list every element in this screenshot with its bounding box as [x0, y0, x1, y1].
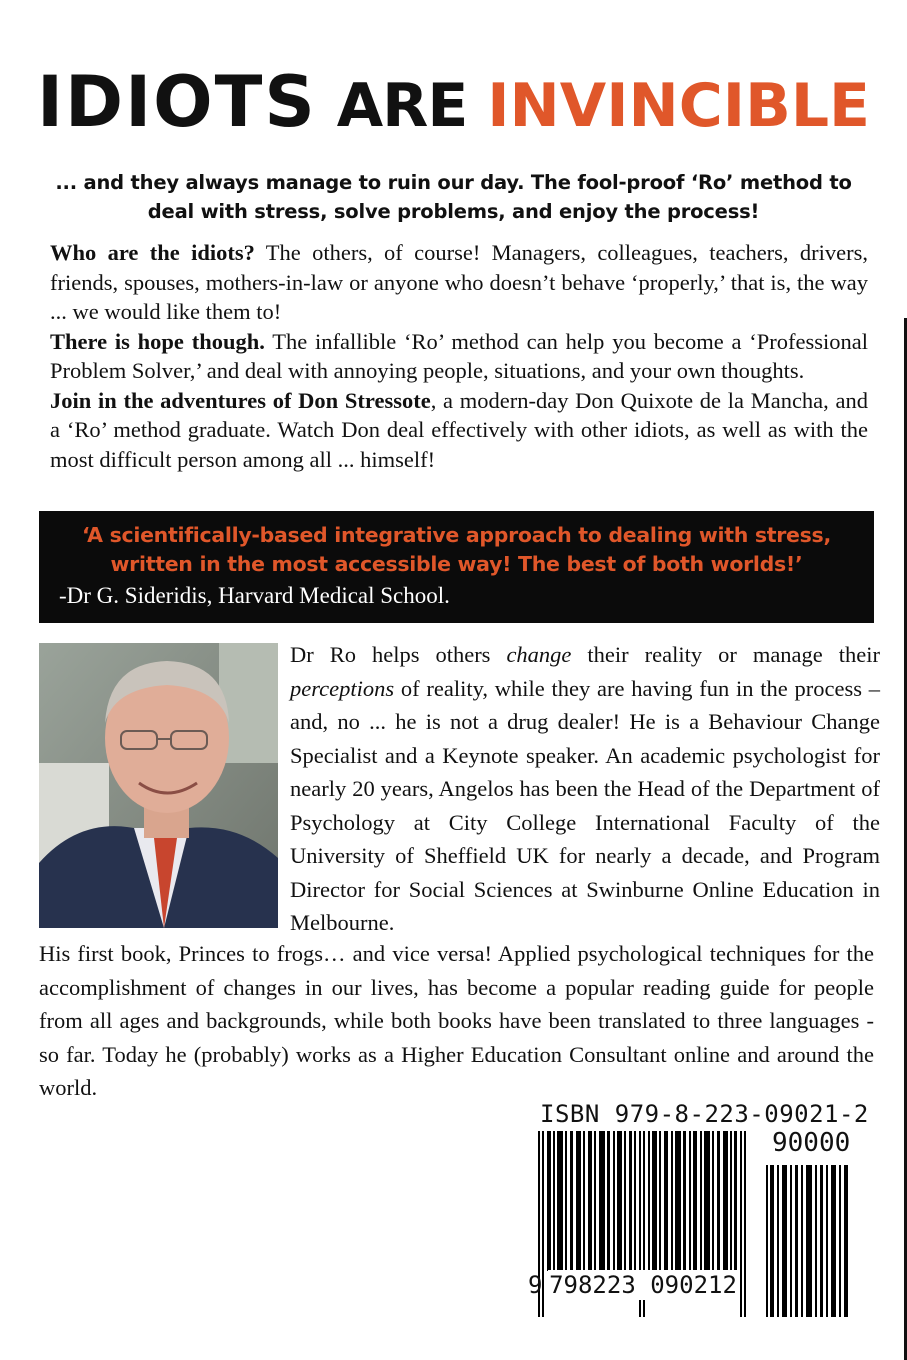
- author-bio-continued: [39, 937, 874, 1105]
- author-photo: [39, 643, 278, 928]
- intro-p2-body: The infallible ‘Ro’ method can help you become a ‘Professional Problem Solver,’ and deal with annoying people, situations, and your own thoughts.: [50, 328, 868, 383]
- intro-paragraph-3: [50, 386, 868, 475]
- intro-paragraph-2: [50, 327, 868, 386]
- intro-p1-body: The others, of course! Managers, colleagues, teachers, drivers, friends, spouses, mothers-in-law or anyone who doesn’t behave ‘properly,’ that is, the way ... we would like them to!: [50, 240, 868, 324]
- title-word-idiots: IDIOTS: [36, 61, 317, 143]
- intro-text: [50, 238, 868, 474]
- intro-p3-body: , a modern-day Don Quixote de la Mancha, and a ‘Ro’ method graduate. Watch Don deal effectively with other idiots, as well as with the most difficult person among all ... himself!: [50, 387, 868, 472]
- author-bio-paragraph: [290, 638, 880, 940]
- bio-part-3: of reality, while they are having fun in the process – and, no ... he is not a drug dealer! He is a Behaviour Change Specialist and a Keynote speaker. An academic psychologist for nearly 20 years, Angelos has been the Head of the Department of Psychology at City College International Faculty of the University of Sheffield UK for nearly a decade, and Program Director for Social Sciences at Swinburne Online Education in Melbourne.: [290, 675, 880, 935]
- author-portrait-icon: [39, 643, 278, 928]
- title-word-invincible: INVINCIBLE: [487, 71, 871, 141]
- bio-emphasis-perceptions: perceptions: [290, 675, 395, 701]
- bio-part-1: Dr Ro helps others: [290, 642, 507, 667]
- intro-p3-lead: Join in the adventures of Don Stressote: [50, 387, 431, 413]
- title-word-are: ARE: [336, 71, 468, 141]
- barcode-digits: 798223 090212: [549, 1271, 737, 1299]
- book-subtitle: ... and they always manage to ruin our day. The fool-proof ‘Ro’ method to deal with stress, solve problems, and enjoy the process!: [55, 171, 852, 223]
- addon-price-code: 90000: [772, 1128, 851, 1158]
- isbn-label: ISBN 979-8-223-09021-2: [540, 1100, 869, 1128]
- bio-part-4: His first book, Princes to frogs… and vice versa! Applied psychological techniques for the accomplishment of changes in our lives, has become a popular reading guide for people from all ages and backgrounds, while both books have been translated to three languages - so far. Today he (probably) works as a Higher Education Consultant online and around the world.: [39, 941, 874, 1100]
- book-title: [0, 62, 907, 146]
- endorsement-attribution: -Dr G. Sideridis, Harvard Medical School.: [59, 583, 450, 608]
- barcode-first-digit: 9: [528, 1271, 543, 1299]
- author-bio: [290, 638, 880, 940]
- intro-p2-lead: There is hope though.: [50, 328, 265, 354]
- bio-emphasis-change: change: [506, 642, 572, 667]
- endorsement-quote: ‘A scientifically-based integrative approach to dealing with stress, written in the most accessible way! The best of both worlds!’: [82, 523, 831, 576]
- addon-barcode-icon: [762, 1131, 854, 1317]
- intro-p1-lead: Who are the idiots?: [50, 240, 255, 265]
- bio-part-2: their reality or manage their: [571, 642, 880, 667]
- endorsement-box: [39, 511, 874, 623]
- intro-paragraph-1: [50, 238, 868, 327]
